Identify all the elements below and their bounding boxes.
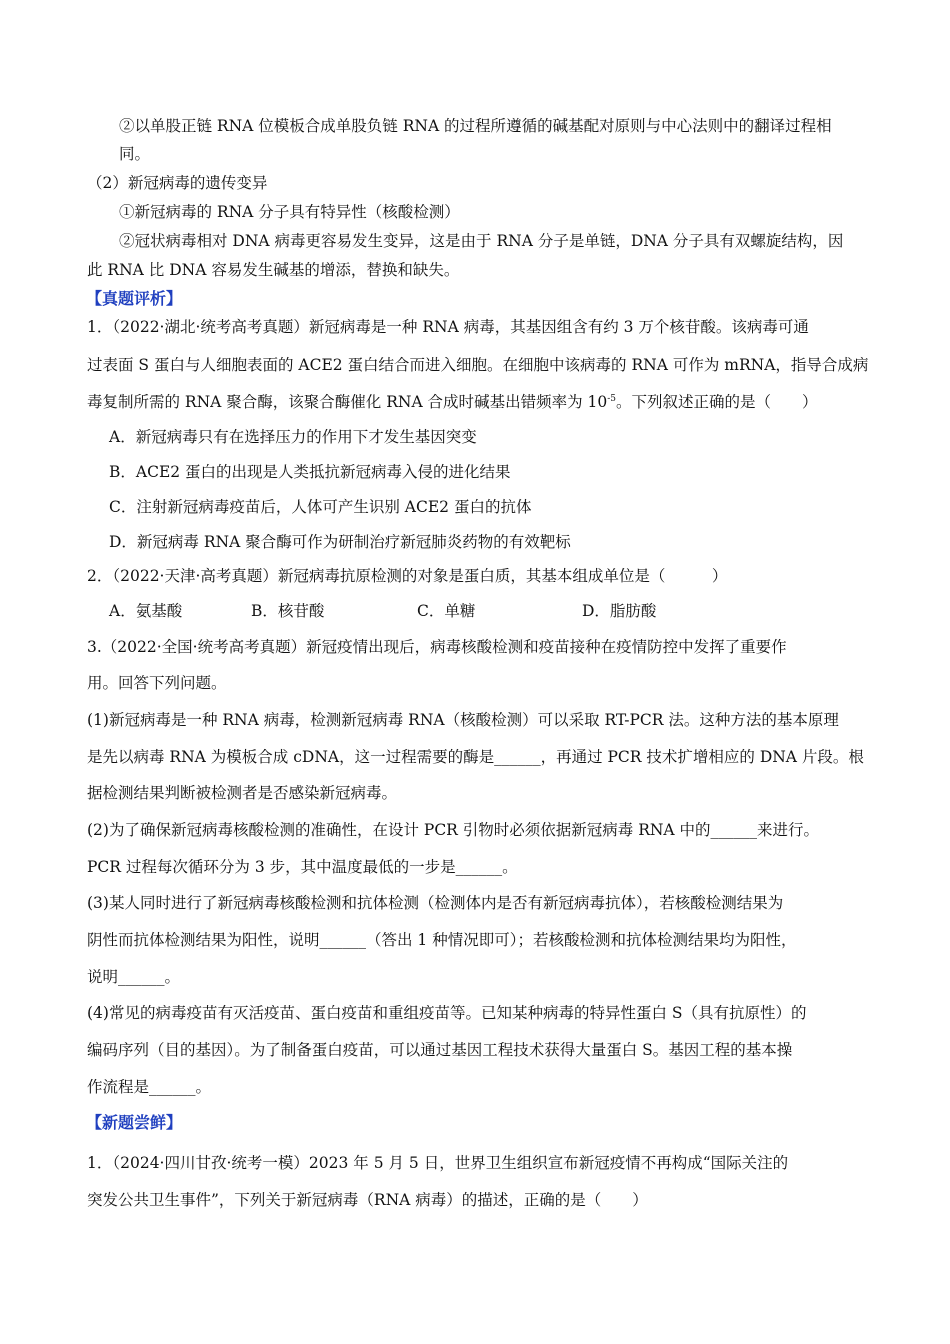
q3-line-11: (4)常见的病毒疫苗有灭活疫苗、蛋白疫苗和重组疫苗等。已知某种病毒的特异性蛋白 S（具有抗原性）的 xyxy=(87,1004,807,1022)
intro-line-4: ①新冠病毒的 RNA 分子具有特异性（核酸检测） xyxy=(119,203,460,221)
q3-line-4: 是先以病毒 RNA 为模板合成 cDNA，这一过程需要的酶是______，再通过 PCR 技术扩增相应的 DNA 片段。根 xyxy=(87,748,864,766)
q2-option-b: B．核苷酸 xyxy=(251,602,325,620)
q3-line-7: PCR 过程每次循环分为 3 步，其中温度最低的一步是______。 xyxy=(87,858,518,876)
q1-exponent: -5 xyxy=(607,394,616,404)
q1-line-2: 过表面 S 蛋白与人细胞表面的 ACE2 蛋白结合而进入细胞。在细胞中该病毒的 RNA 可作为 mRNA，指导合成病 xyxy=(87,356,869,374)
q3-line-1: 3.（2022·全国·统考高考真题）新冠疫情出现后，病毒核酸检测和疫苗接种在疫情防控中发挥了重要作 xyxy=(87,638,787,656)
q3-line-5: 据检测结果判断被检测者是否感染新冠病毒。 xyxy=(87,784,398,802)
q1-option-d: D．新冠病毒 RNA 聚合酶可作为研制治疗新冠肺炎药物的有效靶标 xyxy=(109,533,571,551)
q2-option-c: C．单糖 xyxy=(417,602,476,620)
q2-option-a: A．氨基酸 xyxy=(109,602,183,620)
q1-option-b: B．ACE2 蛋白的出现是人类抵抗新冠病毒入侵的进化结果 xyxy=(109,463,511,481)
intro-line-1: ②以单股正链 RNA 位模板合成单股负链 RNA 的过程所遵循的碱基配对原则与中心法则中的翻译过程相 xyxy=(119,117,832,135)
q1-option-a: A．新冠病毒只有在选择压力的作用下才发生基因突变 xyxy=(109,428,477,446)
q3-line-12: 编码序列（目的基因）。为了制备蛋白疫苗，可以通过基因工程技术获得大量蛋白 S。基因工程的基本操 xyxy=(87,1041,793,1059)
section-heading-new-questions: 【新题尝鲜】 xyxy=(86,1113,183,1132)
q3-line-2: 用。回答下列问题。 xyxy=(87,674,227,692)
q1-line-1: 1．（2022·湖北·统考高考真题）新冠病毒是一种 RNA 病毒，其基因组含有约 3 万个核苷酸。该病毒可通 xyxy=(87,318,809,336)
q2-line-1: 2．（2022·天津·高考真题）新冠病毒抗原检测的对象是蛋白质，其基本组成单位是（ ） xyxy=(87,567,728,585)
q1-line-3-text: 毒复制所需的 RNA 聚合酶，该聚合酶催化 RNA 合成时碱基出错频率为 10 xyxy=(87,393,608,411)
intro-line-2: 同。 xyxy=(119,145,151,163)
q3-line-3: (1)新冠病毒是一种 RNA 病毒，检测新冠病毒 RNA（核酸检测）可以采取 RT-PCR 法。这种方法的基本原理 xyxy=(87,711,839,729)
q3-line-8: (3)某人同时进行了新冠病毒核酸检测和抗体检测（检测体内是否有新冠病毒抗体），若核酸检测结果为 xyxy=(87,894,784,912)
section-heading-past-exams: 【真题评析】 xyxy=(86,289,183,308)
q3-line-6: (2)为了确保新冠病毒核酸检测的准确性，在设计 PCR 引物时必须依据新冠病毒 RNA 中的______来进行。 xyxy=(87,821,820,839)
q2-option-d: D．脂肪酸 xyxy=(582,602,657,620)
q4-line-1: 1．（2024·四川甘孜·统考一模）2023 年 5 月 5 日，世界卫生组织宣布新冠疫情不再构成“国际关注的 xyxy=(87,1154,789,1172)
q3-line-13: 作流程是______。 xyxy=(87,1078,212,1096)
q3-line-10: 说明______。 xyxy=(87,968,181,986)
q1-line-3 xyxy=(87,392,818,412)
q4-line-2: 突发公共卫生事件”，下列关于新冠病毒（RNA 病毒）的描述，正确的是（ ） xyxy=(87,1191,648,1209)
q3-line-9: 阴性而抗体检测结果为阳性，说明______（答出 1 种情况即可）；若核酸检测和抗体检测结果均为阳性， xyxy=(87,931,797,949)
q1-option-c: C．注射新冠病毒疫苗后，人体可产生识别 ACE2 蛋白的抗体 xyxy=(109,498,532,516)
intro-line-3: （2）新冠病毒的遗传变异 xyxy=(87,174,268,192)
q1-line-3-end: 。下列叙述正确的是（ ） xyxy=(616,393,818,411)
intro-line-6: 此 RNA 比 DNA 容易发生碱基的增添，替换和缺失。 xyxy=(87,261,460,279)
intro-line-5: ②冠状病毒相对 DNA 病毒更容易发生变异，这是由于 RNA 分子是单链，DNA 分子具有双螺旋结构，因 xyxy=(119,232,844,250)
